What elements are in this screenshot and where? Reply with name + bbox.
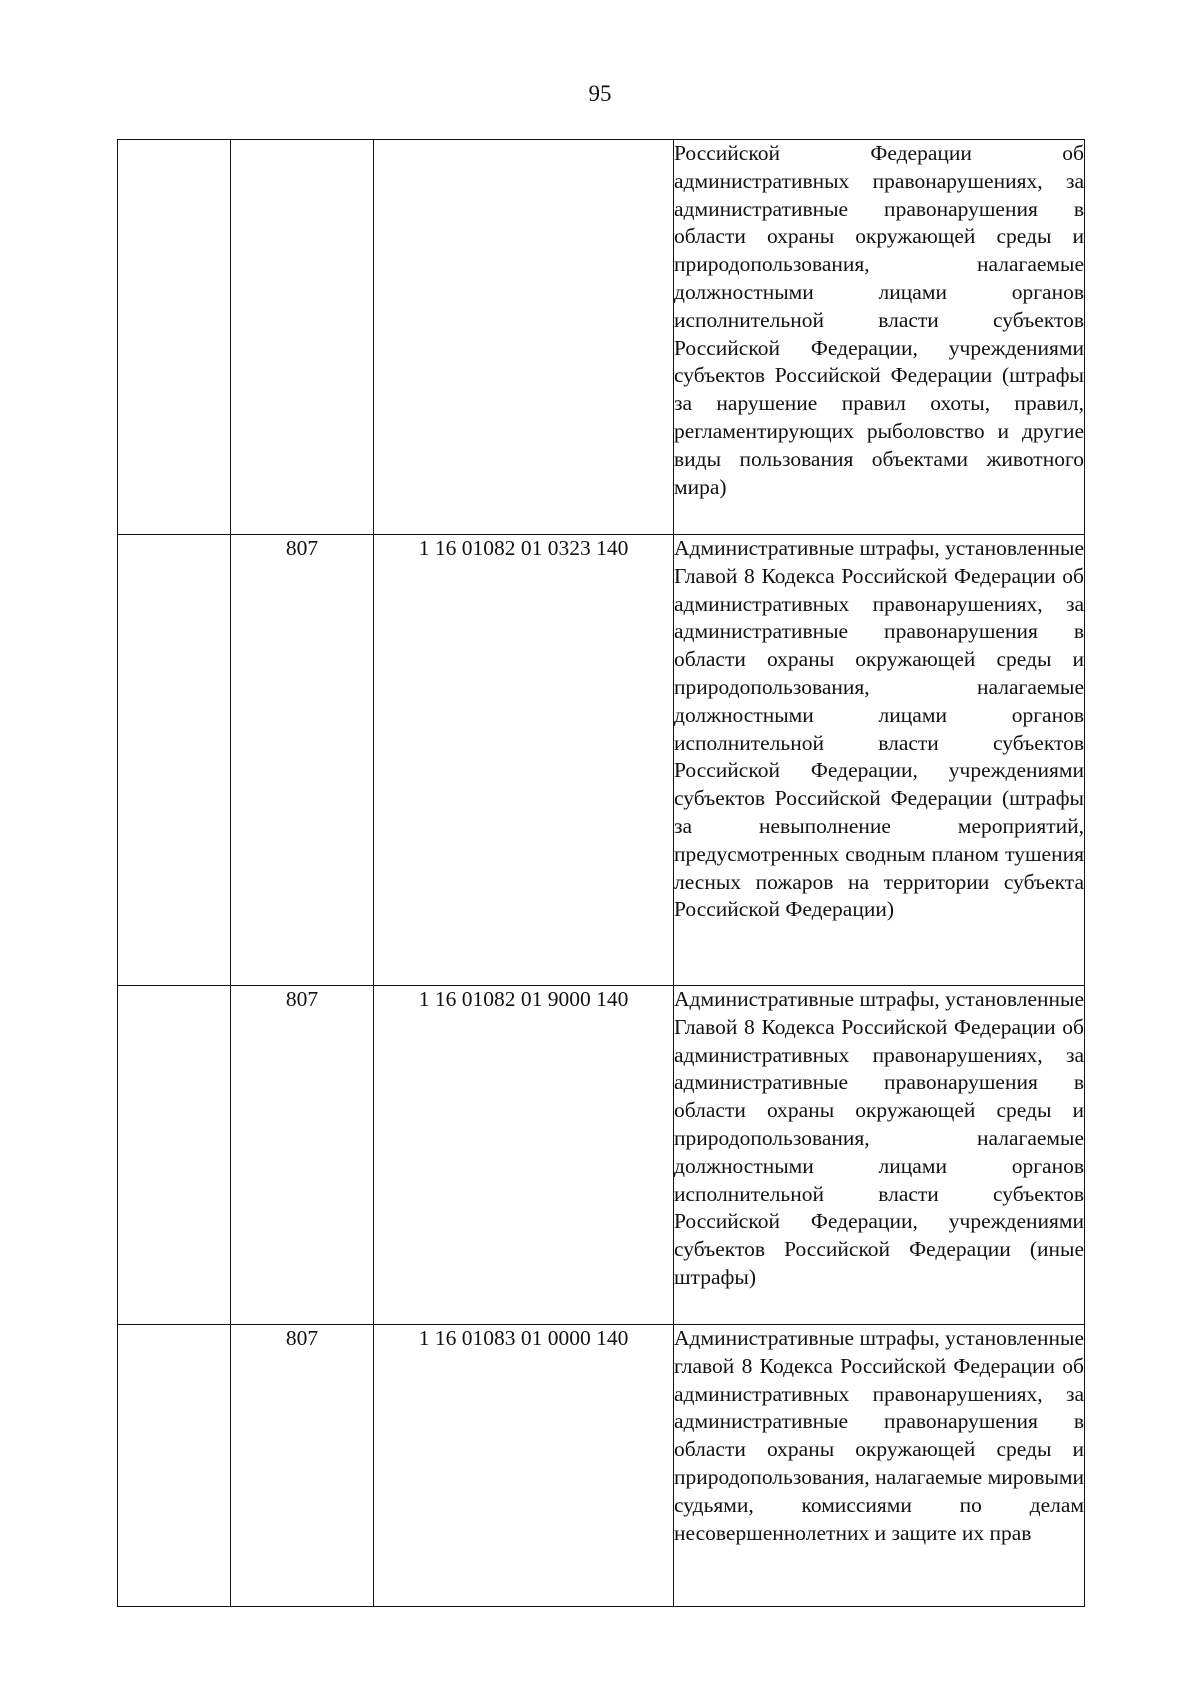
table-row [118,1325,1085,1607]
table-row [118,535,1085,986]
kbk-code-cell: 1 16 01082 01 9000 140 [374,986,674,1325]
description-cell [674,140,1085,535]
admin-code-cell: 807 [231,1325,374,1607]
empty-cell [118,140,231,535]
kbk-code-cell: 1 16 01082 01 0323 140 [374,535,674,986]
description-text: Административные штрафы, установленные главой 8 Кодекса Российской Федерации об административных правонарушениях, за административные правонарушения в области охраны окружающей среды и природопользования, налагаемые мировыми судьями, комиссиями по делам несовершеннолетних и защите их прав [674,1326,1084,1545]
kbk-code-cell [374,140,674,535]
empty-cell [118,986,231,1325]
description-cell [674,1325,1085,1607]
empty-cell [118,535,231,986]
kbk-code-cell: 1 16 01083 01 0000 140 [374,1325,674,1607]
description-text: Российской Федерации об административных правонарушениях, за административные правонарушения в области охраны окружающей среды и природопользования, налагаемые должностными лицами органов исполнительной власти субъектов Российской Федерации, учреждениями субъектов Российской Федерации (штрафы за нарушение правил охоты, правил, регламентирующих рыболовство и другие виды пользования объектами животного мира) [674,141,1084,499]
admin-code-cell: 807 [231,535,374,986]
description-cell [674,535,1085,986]
budget-codes-table [117,139,1085,1607]
admin-code-cell: 807 [231,986,374,1325]
description-text: Административные штрафы, установленные Главой 8 Кодекса Российской Федерации об административных правонарушениях, за административные правонарушения в области охраны окружающей среды и природопользования, налагаемые должностными лицами органов исполнительной власти субъектов Российской Федерации, учреждениями субъектов Российской Федерации (штрафы за невыполнение мероприятий, предусмотренных сводным планом тушения лесных пожаров на территории субъекта Российской Федерации) [674,536,1084,922]
admin-code-cell [231,140,374,535]
description-text: Административные штрафы, установленные Главой 8 Кодекса Российской Федерации об административных правонарушениях, за административные правонарушения в области охраны окружающей среды и природопользования, налагаемые должностными лицами органов исполнительной власти субъектов Российской Федерации, учреждениями субъектов Российской Федерации (иные штрафы) [674,987,1084,1289]
table-row [118,140,1085,535]
empty-cell [118,1325,231,1607]
page-number: 95 [588,81,612,106]
description-cell [674,986,1085,1325]
table-row [118,986,1085,1325]
